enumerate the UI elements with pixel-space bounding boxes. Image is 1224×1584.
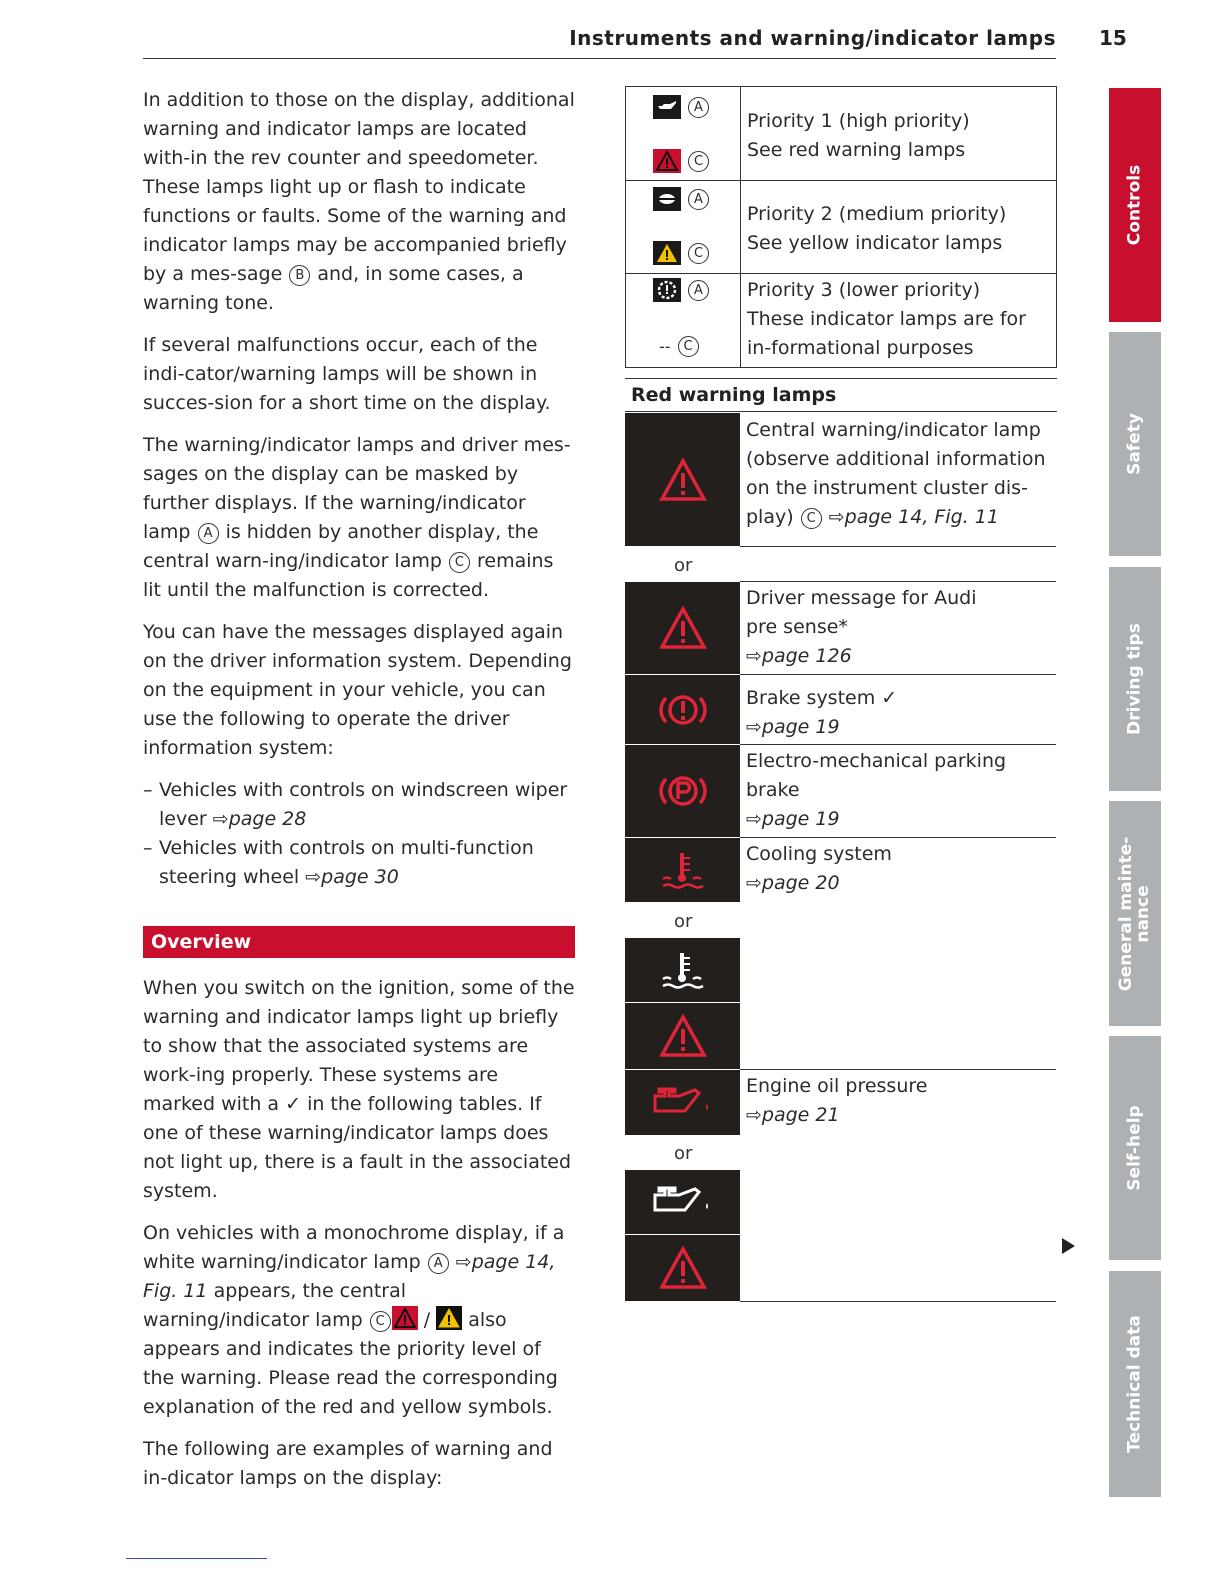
callout-a-icon: A	[198, 523, 219, 544]
page-link[interactable]: page 14, Fig. 11	[844, 506, 999, 528]
page-header	[143, 26, 1056, 59]
page-link[interactable]: page 30	[321, 866, 399, 888]
page-number: 15	[1099, 26, 1127, 50]
arrow-icon: ⇨	[746, 1104, 762, 1126]
header-title: Instruments and warning/indicator lamps	[569, 26, 1056, 50]
or-label: or	[674, 1143, 693, 1164]
priority-title: Priority 3 (lower priority)	[747, 279, 981, 301]
page-link[interactable]: page 19	[761, 716, 840, 738]
oil-pressure-text: Engine oil pressure ⇨page 21	[746, 1075, 928, 1126]
callout-a-icon: A	[688, 97, 709, 118]
page-link[interactable]: page 14, Fig. 11	[143, 1251, 556, 1302]
red-warning-icon	[653, 149, 681, 173]
or-label: or	[674, 911, 693, 932]
page-link[interactable]: page 21	[761, 1104, 840, 1126]
divider	[740, 674, 1056, 675]
paragraph-intro: In addition to those on the display, additional warning and indicator lamps are located with-in the rev counter and speedometer. These lamps light up or flash to indicate functions or faults. Some of the warning and indicator lamps may be accompanied briefly by a mes-sage B and, in some cases, a warning tone.	[143, 89, 575, 314]
priority-row-2	[626, 181, 1056, 274]
callout-b-icon: B	[289, 265, 310, 286]
callout-c-icon: C	[688, 151, 709, 172]
left-column	[143, 86, 575, 1506]
priority-title: Priority 1 (high priority)	[747, 109, 970, 132]
arrow-icon: ⇨	[455, 1251, 472, 1273]
callout-a-icon: A	[428, 1253, 449, 1274]
parking-brake-text: Electro-mechanical parking brake ⇨page 19	[746, 750, 1007, 830]
continue-arrow-icon	[1062, 1238, 1075, 1254]
brake-pad-icon	[653, 187, 681, 211]
paragraph-examples: The following are examples of warning and in-dicator lamps on the display:	[143, 1438, 553, 1489]
divider	[740, 837, 1056, 838]
paragraph-monochrome: On vehicles with a monochrome display, if a white warning/indicator lamp A ⇨page 14, Fig. 11 appears, the central warning/indicator lamp C / also appears and indicates the priority level of the warning. Please read the corresponding explanation of the red and yellow symbols.	[143, 1222, 565, 1418]
callout-c-icon: C	[370, 1311, 391, 1332]
footer-rule	[126, 1558, 267, 1559]
arrow-icon: ⇨	[746, 872, 762, 894]
central-warning-lamp-icon	[625, 1003, 740, 1069]
priority-description: These indicator lamps are for in-formational purposes	[747, 308, 1026, 359]
parking-brake-icon	[625, 745, 740, 837]
section-heading-overview: Overview	[143, 926, 575, 958]
cooling-system-text: Cooling system ⇨page 20	[746, 843, 892, 894]
coolant-temperature-red-icon	[625, 838, 740, 902]
page-link[interactable]: page 19	[761, 808, 840, 830]
page-link[interactable]: page 126	[761, 645, 852, 667]
central-warning-lamp-icon	[625, 1235, 740, 1301]
tab-general-maintenance[interactable]: General mainte-nance	[1109, 801, 1161, 1026]
priority-row-1	[626, 87, 1056, 181]
presense-warning-icon	[625, 582, 740, 674]
divider	[740, 1069, 1056, 1070]
brake-system-text: Brake system ✓ ⇨page 19	[746, 687, 898, 738]
tab-driving-tips[interactable]: Driving tips	[1109, 567, 1161, 791]
yellow-warning-icon	[436, 1306, 462, 1330]
coolant-temperature-white-icon	[625, 938, 740, 1002]
callout-c-icon: C	[688, 243, 709, 264]
list-item: – Vehicles with controls on multi-function steering wheel ⇨page 30	[143, 834, 575, 892]
priority-row-3	[626, 274, 1056, 367]
arrow-icon: ⇨	[746, 645, 762, 667]
red-warning-icon	[392, 1306, 418, 1330]
callout-a-icon: A	[688, 280, 709, 301]
priority-icons	[626, 181, 741, 273]
priority-description: See red warning lamps	[747, 138, 966, 161]
yellow-warning-icon	[653, 241, 681, 265]
paragraph-malfunctions: If several malfunctions occur, each of the indi-cator/warning lamps will be shown in succes-sion for a short time on the display.	[143, 334, 551, 414]
page-link[interactable]: page 20	[761, 872, 840, 894]
gear-warning-icon	[653, 278, 681, 302]
arrow-icon: ⇨	[305, 866, 322, 888]
arrow-icon: ⇨	[212, 808, 229, 830]
callout-c-icon: C	[678, 336, 699, 357]
divider	[740, 1301, 1056, 1302]
divider	[740, 546, 1056, 547]
tab-self-help[interactable]: Self-help	[1109, 1036, 1161, 1260]
red-lamps-heading: Red warning lamps	[625, 378, 1057, 412]
tab-controls[interactable]: Controls	[1109, 88, 1161, 322]
paragraph-driver-info: You can have the messages displayed again on the driver information system. Depending on the equipment in your vehicle, you can use the following to operate the driver information system:	[143, 621, 572, 759]
priority-icons	[626, 274, 741, 367]
callout-c-icon: C	[801, 508, 822, 529]
dashes: --	[659, 337, 671, 356]
divider	[740, 744, 1056, 745]
controls-list	[143, 776, 575, 892]
brake-system-icon	[625, 675, 740, 744]
page-link[interactable]: page 28	[228, 808, 307, 830]
callout-c-icon: C	[449, 552, 470, 573]
paragraph-ignition: When you switch on the ignition, some of the warning and indicator lamps light up briefly to show that the associated systems are work-ing properly. These systems are marked with a ✓ in the following tables. If one of these warning/indicator lamps does not light up, there is a fault in the associated system.	[143, 977, 575, 1202]
callout-a-icon: A	[688, 189, 709, 210]
divider	[740, 581, 1056, 582]
arrow-icon: ⇨	[746, 716, 762, 738]
or-label: or	[674, 555, 693, 576]
arrow-icon: ⇨	[746, 808, 762, 830]
central-warning-text: Central warning/indicator lamp (observe additional information on the instrument cluster dis-play) C ⇨page 14, Fig. 11	[746, 419, 1046, 528]
priority-description: See yellow indicator lamps	[747, 232, 1003, 254]
priority-title: Priority 2 (medium priority)	[747, 203, 1007, 225]
oil-can-icon	[653, 95, 681, 119]
list-item: – Vehicles with controls on windscreen wiper lever ⇨page 28	[143, 776, 575, 834]
arrow-icon: ⇨	[828, 506, 845, 528]
presense-text: Driver message for Audi pre sense* ⇨page 126	[746, 587, 977, 667]
oil-pressure-red-icon	[625, 1070, 740, 1135]
priority-table	[625, 86, 1057, 368]
priority-icons	[626, 87, 741, 180]
central-warning-lamp-icon	[625, 413, 740, 546]
tab-technical-data[interactable]: Technical data	[1109, 1271, 1161, 1497]
paragraph-masking: The warning/indicator lamps and driver mes-sages on the display can be masked by further displays. If the warning/indicator lamp A is hidden by another display, the central warn-ing/indicator lamp C remains lit until the malfunction is corrected.	[143, 434, 571, 601]
oil-pressure-white-icon	[625, 1170, 740, 1234]
tab-safety[interactable]: Safety	[1109, 332, 1161, 556]
